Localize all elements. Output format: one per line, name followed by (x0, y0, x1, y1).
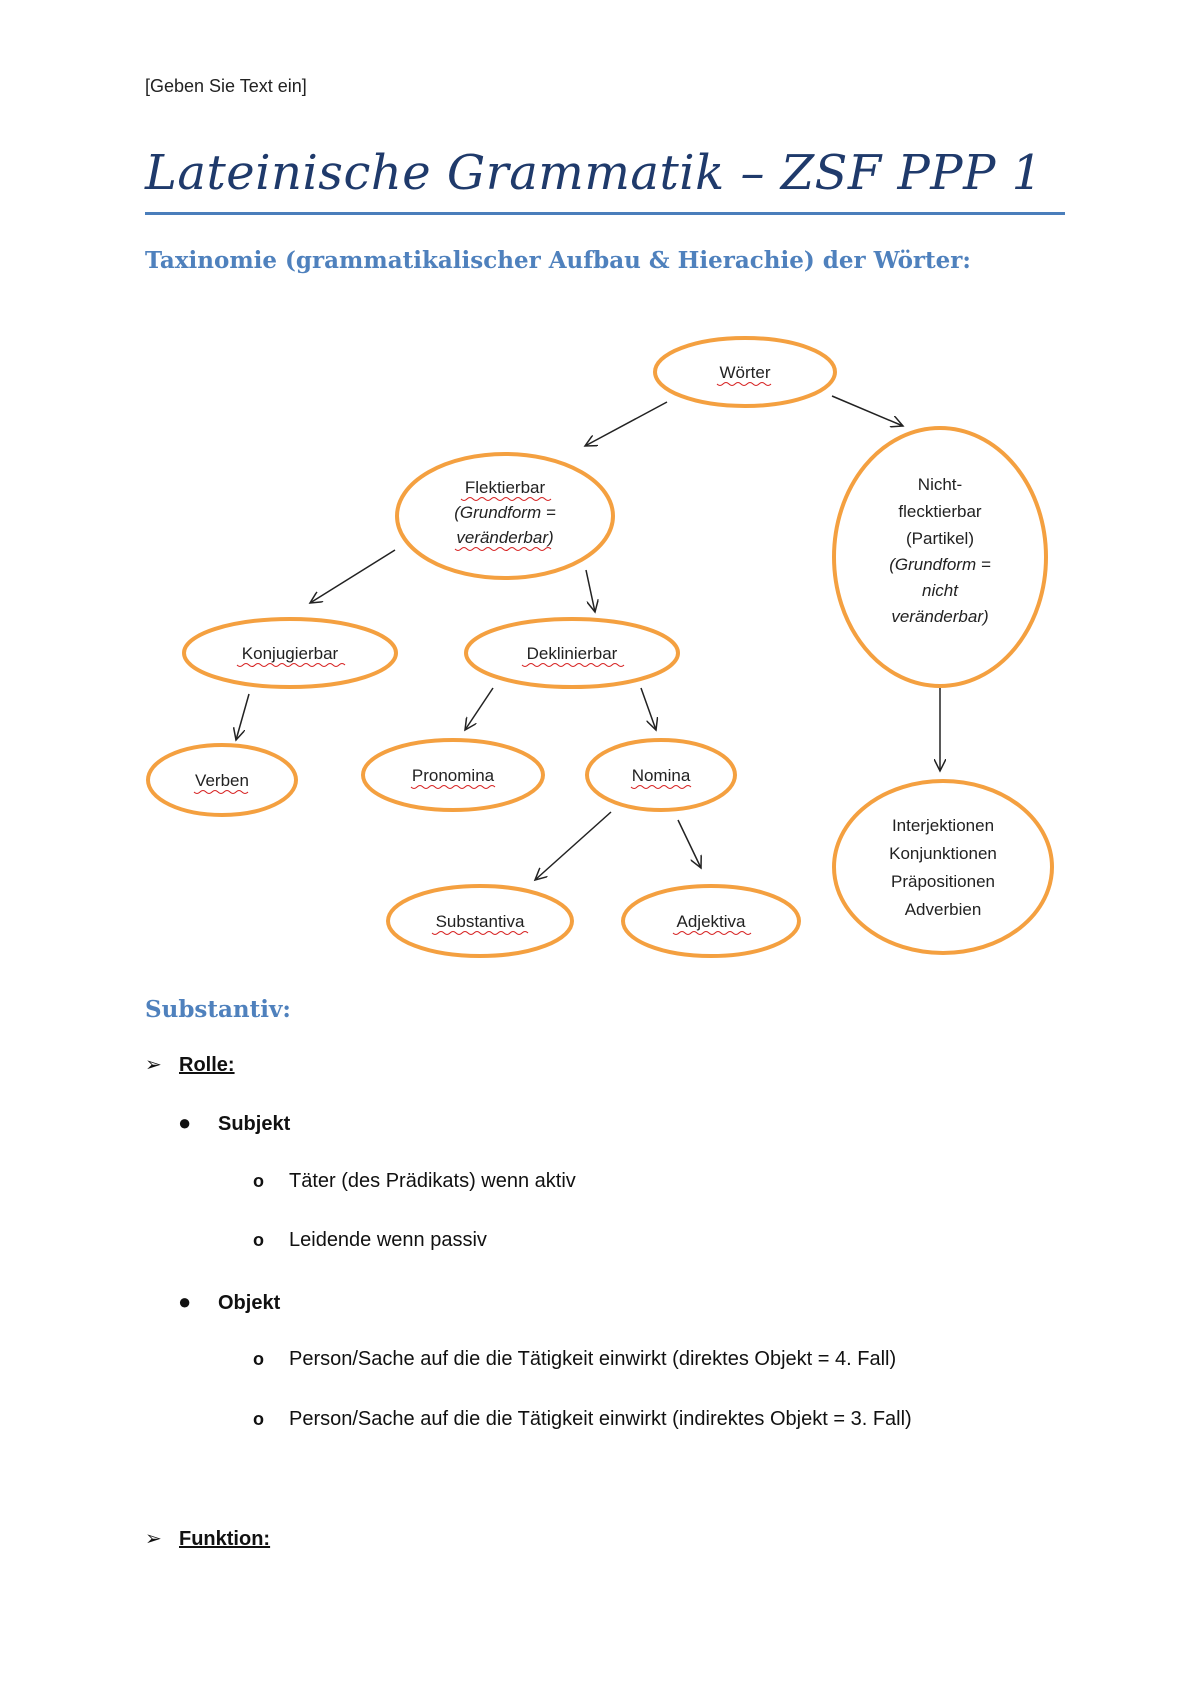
node-deklinierbar (466, 619, 678, 687)
edge-deklinierbar-pronomina (465, 688, 493, 730)
filled-circle-bullet-icon: ● (178, 1289, 192, 1314)
node-flektierbar (397, 454, 613, 578)
node-pronomina-label: Pronomina (411, 766, 495, 785)
list-item-subjekt-2 (253, 1229, 487, 1252)
node-woerter-label: Wörter (719, 363, 771, 382)
node-partikel-label: (Partikel) (905, 529, 975, 548)
edge-nomina-substantiva (535, 812, 611, 880)
edge-nomina-adjektiva (678, 820, 701, 868)
edge-deklinierbar-nomina (641, 688, 656, 730)
node-adjektiva (623, 886, 799, 956)
list-item-subjekt-2-label: Leidende wenn passiv (289, 1229, 487, 1251)
node-praepositionen-label: Präpositionen (891, 872, 995, 891)
list-item-rolle (145, 1052, 235, 1077)
node-nicht-label: Nicht- (917, 475, 963, 494)
node-partikel-arten (834, 781, 1052, 953)
list-item-objekt-2 (253, 1408, 912, 1431)
list-item-subjekt (178, 1110, 290, 1136)
page-header-placeholder: [Geben Sie Text ein] (145, 76, 307, 96)
hollow-circle-bullet-icon: o (253, 1230, 264, 1250)
node-nicht-label-2: nicht (922, 581, 958, 600)
list-item-objekt-label: Objekt (218, 1292, 281, 1314)
taxonomy-heading: Taxinomie (grammatikalischer Aufbau & Hierachie) der Wörter: (145, 247, 971, 274)
list-item-subjekt-label: Subjekt (218, 1113, 291, 1135)
node-nomina (587, 740, 735, 810)
word-taxonomy-diagram (0, 310, 1200, 970)
filled-circle-bullet-icon: ● (178, 1110, 192, 1135)
node-pronomina (363, 740, 543, 810)
node-adjektiva-label: Adjektiva (676, 912, 746, 931)
substantiv-heading: Substantiv: (145, 996, 291, 1023)
edge-flektierbar-deklinierbar (586, 570, 595, 612)
node-woerter (655, 338, 835, 406)
list-item-subjekt-1-label: Täter (des Prädikats) wenn aktiv (289, 1170, 576, 1192)
list-item-rolle-label: Rolle: (179, 1054, 235, 1076)
node-adverbien-label: Adverbien (904, 900, 982, 919)
node-flecktierbar-label: flecktierbar (898, 502, 982, 521)
node-nomina-label: Nomina (631, 766, 691, 785)
node-flektierbar-grundform: (Grundform = (454, 503, 556, 522)
document-title: Lateinische Grammatik – ZSF PPP 1 (145, 145, 1043, 201)
list-item-funktion (145, 1526, 270, 1551)
list-item-objekt-1-label: Person/Sache auf die die Tätigkeit einwirkt (direktes Objekt = 4. Fall) (289, 1348, 897, 1370)
arrowhead-bullet-icon: ➢ (145, 1054, 162, 1076)
hollow-circle-bullet-icon: o (253, 1171, 264, 1191)
node-flektierbar-label: Flektierbar (464, 478, 546, 497)
edge-woerter-flektierbar (585, 402, 667, 446)
node-interjektionen-label: Interjektionen (891, 816, 995, 835)
edge-woerter-nicht-flektierbar (832, 396, 903, 426)
list-item-subjekt-1 (253, 1170, 576, 1193)
arrowhead-bullet-icon: ➢ (145, 1528, 162, 1550)
node-substantiva-label: Substantiva (435, 912, 525, 931)
node-veraenderbar-label: veränderbar) (891, 607, 989, 626)
list-item-objekt-2-label: Person/Sache auf die die Tätigkeit einwirkt (indirektes Objekt = 3. Fall) (289, 1408, 912, 1430)
edge-flektierbar-konjugierbar (310, 550, 395, 603)
node-konjugierbar (184, 619, 396, 687)
hollow-circle-bullet-icon: o (253, 1409, 264, 1429)
node-nicht-flektierbar (834, 428, 1046, 686)
hollow-circle-bullet-icon: o (253, 1349, 264, 1369)
list-item-objekt (178, 1289, 280, 1315)
title-underline-rule (145, 212, 1065, 215)
node-verben-label: Verben (195, 771, 249, 790)
list-item-funktion-label: Funktion: (179, 1528, 271, 1550)
node-konjugierbar-label: Konjugierbar (241, 644, 339, 663)
node-flektierbar-veraenderbar: veränderbar) (456, 528, 554, 547)
list-item-objekt-1 (253, 1348, 896, 1371)
node-grundform-label: (Grundform = (889, 555, 991, 574)
node-substantiva (388, 886, 572, 956)
edge-konjugierbar-verben (236, 694, 249, 740)
node-deklinierbar-label: Deklinierbar (526, 644, 618, 663)
node-verben (148, 745, 296, 815)
node-konjunktionen-label: Konjunktionen (889, 844, 997, 863)
